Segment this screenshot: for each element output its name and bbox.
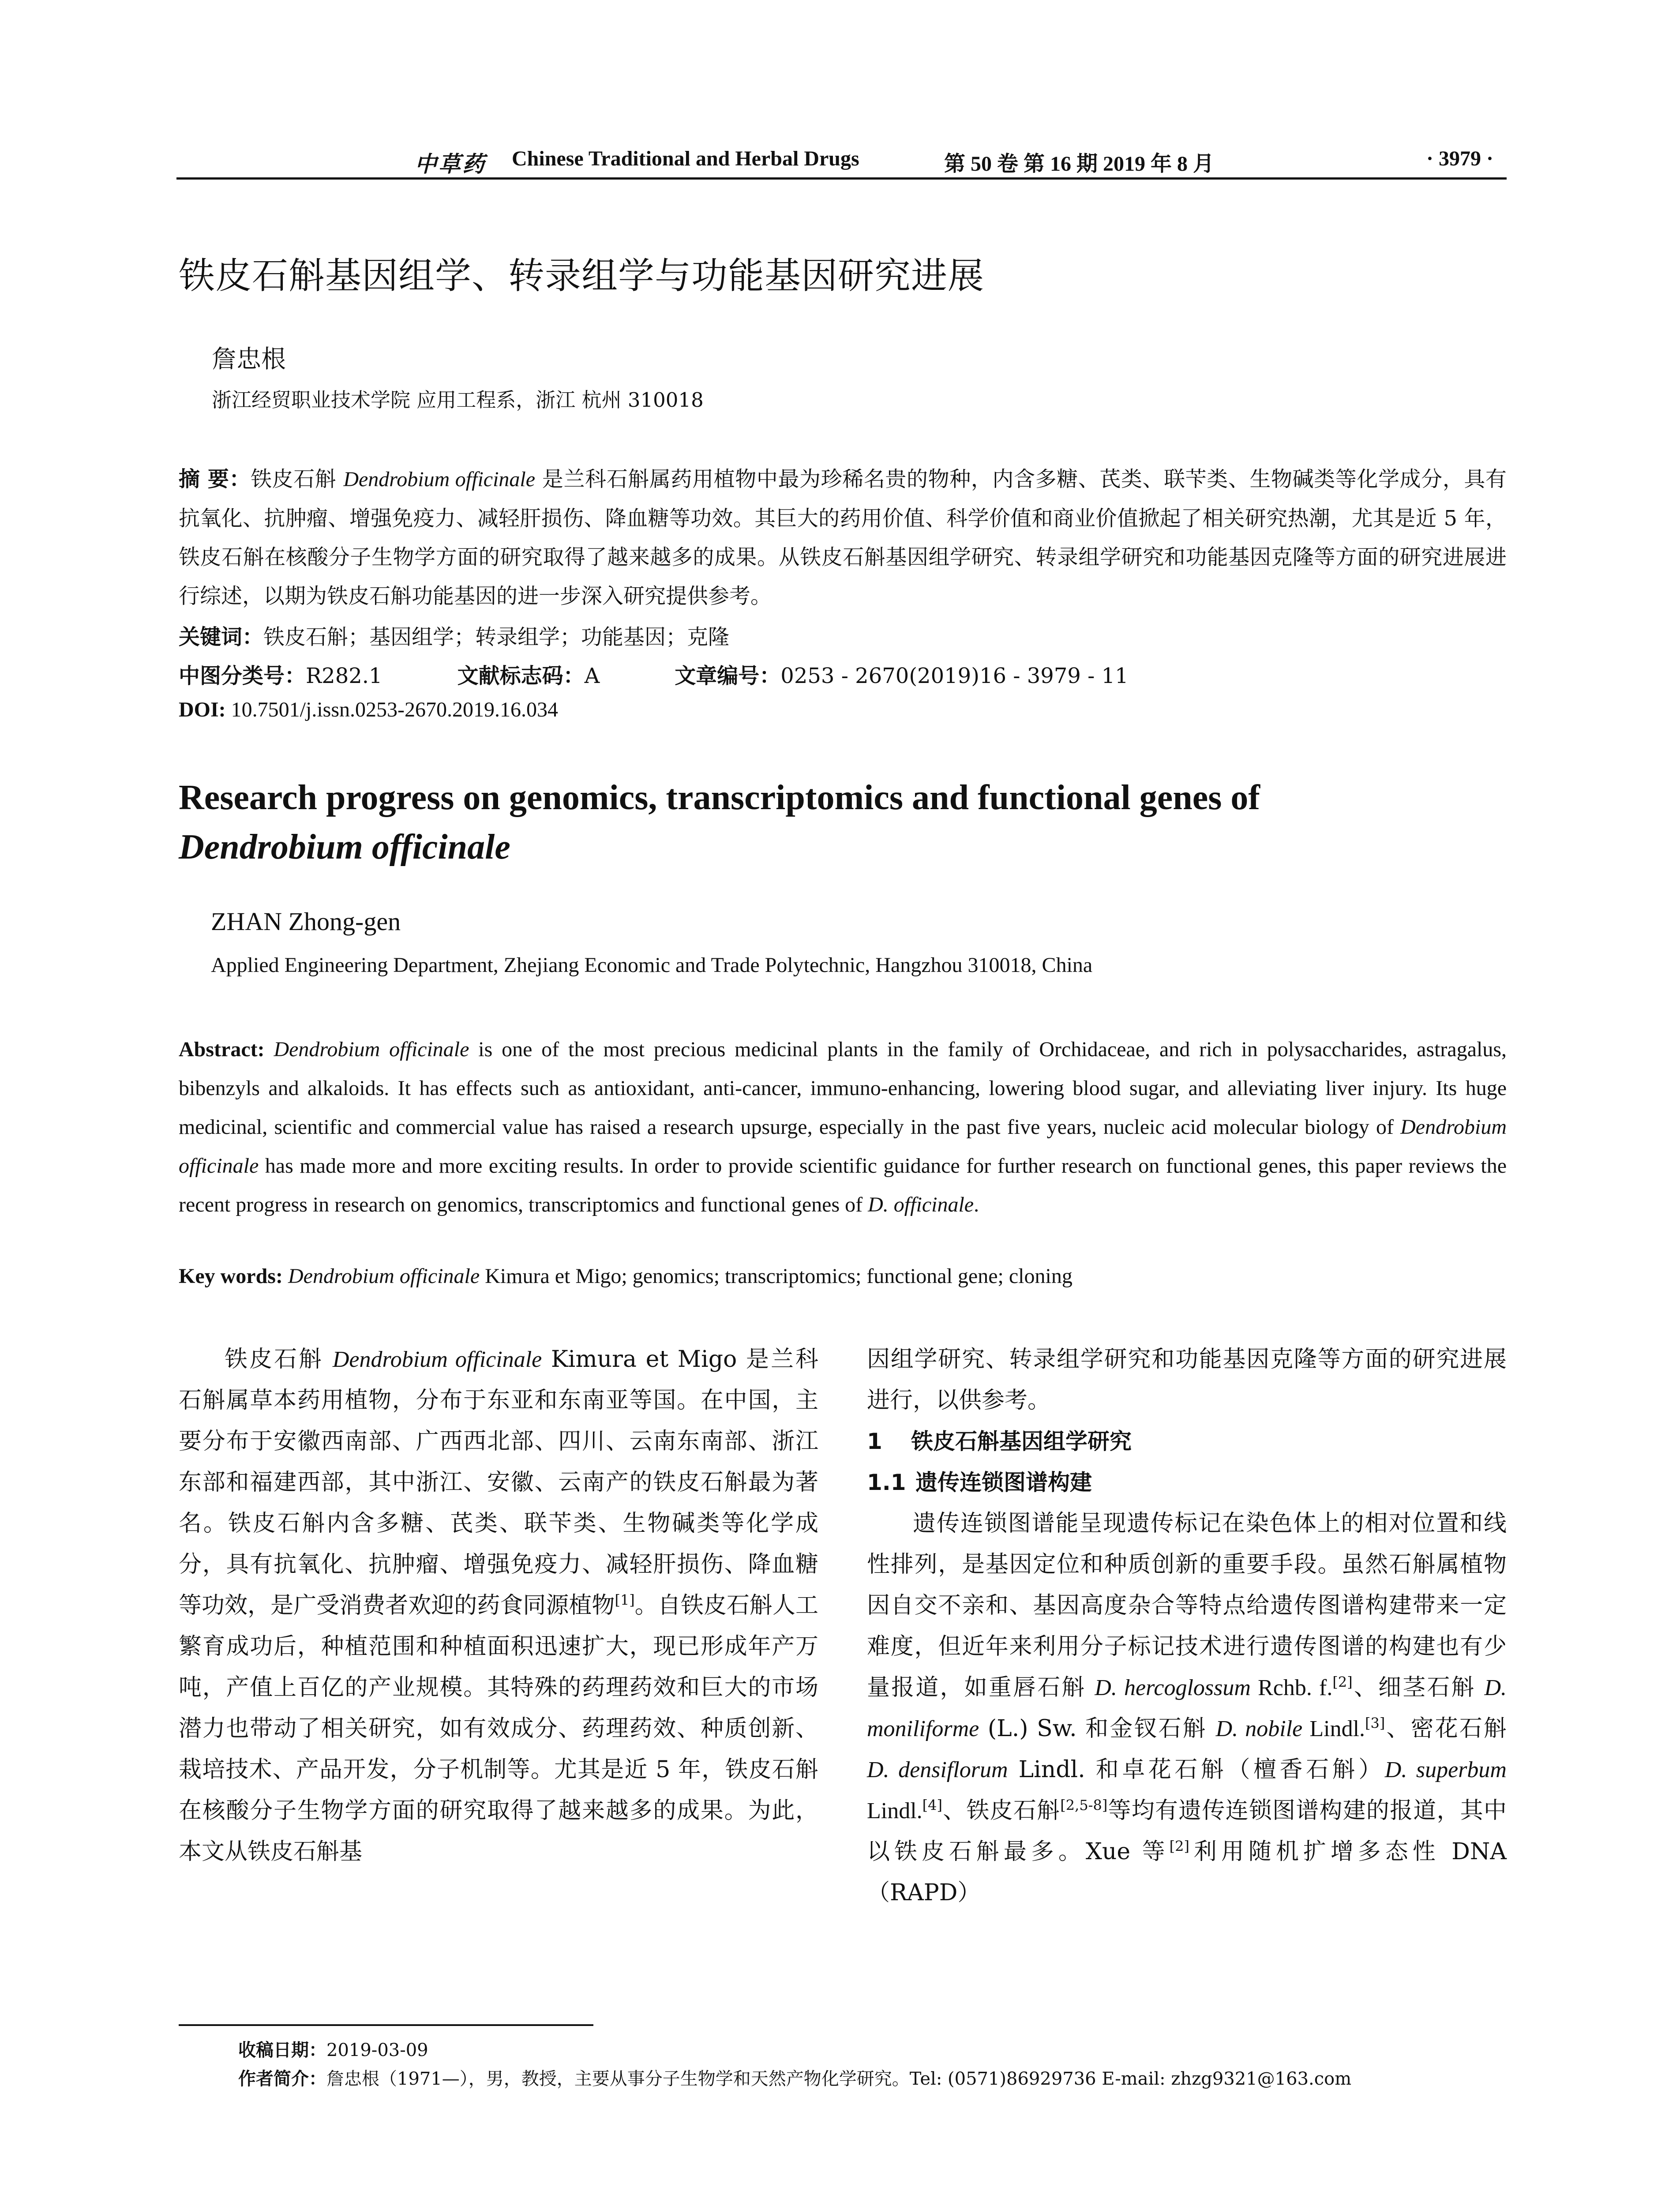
english-title-species: Dendrobium officinale bbox=[179, 828, 510, 867]
issue-info: 第 50 卷 第 16 期 2019 年 8 月 bbox=[944, 152, 1215, 176]
body-text: 、铁皮石斛 bbox=[942, 1797, 1061, 1824]
species-name: D. superbum bbox=[1384, 1757, 1507, 1782]
body-paragraph: 因组学研究、转录组学研究和功能基因克隆等方面的研究进展进行，以供参考。 bbox=[867, 1346, 1507, 1414]
body-text: 遗传连锁图谱能呈现遗传标记在染色体上的相对位置和线性排列，是基因定位和种质创新的重要手段。虽然石斛属植物因自交不亲和、基因高度杂合等特点给遗传图谱构建带来一定难度，但近年来利用分子标记技术进行遗传图谱的构建也有少量报道，如重唇石斛 bbox=[867, 1510, 1507, 1701]
page-number: · 3979 · bbox=[1426, 147, 1493, 170]
body-column-right bbox=[867, 1339, 1507, 1913]
abstract-text: has made more and more exciting results. In order to provide scientific guidance for further research on functional genes, this paper reviews the recent progress in research on genomics, transcriptomics and functional genes of bbox=[179, 1154, 1507, 1216]
footnote-author-bio bbox=[238, 2065, 1351, 2090]
journal-name: Chinese Traditional and Herbal Drugs bbox=[512, 147, 859, 170]
footnote-divider bbox=[179, 2024, 593, 2026]
body-paragraph bbox=[179, 1339, 818, 1872]
chinese-author: 詹忠根 bbox=[212, 345, 286, 374]
species-name: D. moniliforme bbox=[867, 1675, 1507, 1741]
body-text: Rchb. f. bbox=[1250, 1675, 1333, 1700]
bio-label: 作者简介： bbox=[238, 2069, 326, 2089]
body-text: 铁皮石斛 bbox=[225, 1346, 333, 1373]
body-text: (L.) Sw. 和金钗石斛 bbox=[979, 1715, 1216, 1742]
article-number-value: 0253 - 2670(2019)16 - 3979 - 11 bbox=[780, 664, 1129, 688]
english-keywords-label: Key words: bbox=[179, 1264, 283, 1288]
body-text: 。自铁皮石斛人工繁育成功后，种植范围和种植面积迅速扩大，现已形成年产万吨，产值上百亿的产业规模。其特殊的药理药效和巨大的市场潜力也带动了相关研究，如有效成分、药理药效、种质创新、栽培技术、产品开发，分子机制等。尤其是近 5 年，铁皮石斛在核酸分子生物学方面的研究取得了越来越多的成果。为此，本文从铁皮石斛基 bbox=[179, 1592, 818, 1865]
body-text: Lindl. bbox=[1302, 1716, 1365, 1741]
english-title-line: Research progress on genomics, transcriptomics and functional genes of bbox=[179, 778, 1260, 817]
section-heading-1-1 bbox=[867, 1462, 1507, 1503]
keywords-text: Kimura et Migo; genomics; transcriptomics; functional gene; cloning bbox=[480, 1264, 1072, 1288]
abstract-text: 铁皮石斛 bbox=[251, 467, 344, 491]
class-value: R282.1 bbox=[306, 664, 382, 688]
class-label: 中图分类号： bbox=[179, 664, 306, 688]
chinese-abstract bbox=[179, 460, 1507, 615]
english-affiliation: Applied Engineering Department, Zhejiang Economic and Trade Polytechnic, Hangzhou 310018, China bbox=[211, 953, 1093, 977]
section-number: 1.1 bbox=[867, 1470, 906, 1495]
keywords-label: 关键词： bbox=[179, 625, 264, 649]
abstract-text: 是兰科石斛属药用植物中最为珍稀名贵的物种，内含多糖、芪类、联苄类、生物碱类等化学成分，具有抗氧化、抗肿瘤、增强免疫力、减轻肝损伤、降血糖等功效。其巨大的药用价值、科学价值和商业价值掀起了相关研究热潮，尤其是近 5 年，铁皮石斛在核酸分子生物学方面的研究取得了越来越多的成果。从铁皮石斛基因组学研究、转录组学研究和功能基因克隆等方面的研究进展进行综述，以期为铁皮石斛功能基因的进一步深入研究提供参考。 bbox=[179, 467, 1507, 608]
doi-line bbox=[179, 697, 558, 722]
english-abstract-label: Abstract: bbox=[179, 1038, 265, 1061]
body-column-left bbox=[179, 1339, 818, 1872]
species-name: Dendrobium officinale bbox=[274, 1038, 469, 1061]
doi-value[interactable]: 10.7501/j.issn.0253-2670.2019.16.034 bbox=[225, 698, 559, 721]
doi-label: DOI: bbox=[179, 698, 226, 721]
citation-ref[interactable]: [3] bbox=[1365, 1715, 1385, 1732]
body-text: 、细茎石斛 bbox=[1352, 1674, 1485, 1701]
body-text: 利用随机扩增多态性 DNA（RAPD） bbox=[867, 1838, 1507, 1906]
doc-code-value: A bbox=[584, 664, 600, 688]
body-text: 、密花石斛 bbox=[1385, 1715, 1507, 1742]
english-abstract bbox=[179, 1030, 1507, 1224]
chinese-keywords bbox=[179, 620, 729, 650]
citation-ref[interactable]: [2] bbox=[1332, 1673, 1353, 1691]
article-number-label: 文章编号： bbox=[675, 664, 781, 688]
section-title: 遗传连锁图谱构建 bbox=[915, 1470, 1092, 1495]
english-keywords bbox=[179, 1264, 1072, 1288]
bio-text: 詹忠根（1971—），男，教授，主要从事分子生物学和天然产物化学研究。Tel: (0571)86929736 E-mail: zhzg9321@163.com bbox=[326, 2069, 1352, 2089]
section-number: 1 bbox=[867, 1429, 882, 1454]
running-header bbox=[176, 140, 1507, 180]
body-text: Lindl. bbox=[867, 1798, 922, 1823]
footnote-received bbox=[238, 2036, 428, 2061]
section-title: 铁皮石斛基因组学研究 bbox=[911, 1429, 1132, 1454]
species-name: Dendrobium officinale bbox=[288, 1264, 480, 1288]
abstract-text: is one of the most precious medicinal plants in the family of Orchidaceae, and rich in polysaccharides, astragalus, bibenzyls and alkaloids. It has effects such as antioxidant, anti-cancer, immuno-enhancing, lowering blood sugar, and alleviating liver injury. Its huge medicinal, scientific and commercial value has raised a research upsurge, especially in the past five years, nucleic acid molecular biology of bbox=[179, 1038, 1507, 1139]
chinese-abstract-label: 摘 要： bbox=[179, 467, 251, 491]
body-text: 等均有遗传连锁图谱构建的报道，其中以铁皮石斛最多。Xue 等 bbox=[867, 1797, 1507, 1865]
abstract-text: . bbox=[974, 1193, 979, 1216]
english-author: ZHAN Zhong-gen bbox=[211, 907, 401, 936]
body-paragraph bbox=[867, 1503, 1507, 1913]
keywords-text: 铁皮石斛；基因组学；转录组学；功能基因；克隆 bbox=[263, 625, 730, 649]
citation-ref[interactable]: [4] bbox=[922, 1797, 942, 1814]
chinese-affiliation: 浙江经贸职业技术学院 应用工程系，浙江 杭州 310018 bbox=[212, 388, 704, 412]
species-name: D. nobile bbox=[1215, 1716, 1303, 1741]
species-name: D. officinale bbox=[868, 1193, 974, 1216]
citation-ref[interactable]: [2,5-8] bbox=[1060, 1797, 1108, 1814]
species-name: Dendrobium officinale bbox=[179, 1115, 1507, 1178]
species-name: Dendrobium officinale bbox=[343, 468, 536, 491]
body-text: Kimura et Migo 是兰科石斛属草本药用植物，分布于东亚和东南亚等国。在中国，主要分布于安徽西南部、广西西北部、四川、云南东南部、浙江东部和福建西部，其中浙江、安徽、云南产的铁皮石斛最为著名。铁皮石斛内含多糖、芪类、联苄类、生物碱类等化学成分，具有抗氧化、抗肿瘤、增强免疫力、减轻肝损伤、降血糖等功效，是广受消费者欢迎的药食同源植物 bbox=[179, 1346, 819, 1619]
citation-ref[interactable]: [2] bbox=[1169, 1838, 1189, 1855]
citation-ref[interactable]: [1] bbox=[615, 1591, 635, 1609]
chinese-title: 铁皮石斛基因组学、转录组学与功能基因研究进展 bbox=[179, 255, 985, 297]
body-text: Lindl. 和卓花石斛（檀香石斛） bbox=[1008, 1756, 1385, 1783]
received-date: 2019-03-09 bbox=[326, 2040, 428, 2060]
species-name: D. hercoglossum bbox=[1095, 1675, 1251, 1700]
journal-logo: 中草药 bbox=[415, 151, 486, 177]
doc-code-label: 文献标志码： bbox=[457, 664, 585, 688]
english-title bbox=[179, 773, 1502, 872]
species-name: D. densiflorum bbox=[867, 1757, 1008, 1782]
received-label: 收稿日期： bbox=[238, 2040, 326, 2060]
section-heading-1 bbox=[867, 1421, 1507, 1462]
classification-line bbox=[179, 659, 1129, 689]
species-name: Dendrobium officinale bbox=[332, 1347, 542, 1372]
